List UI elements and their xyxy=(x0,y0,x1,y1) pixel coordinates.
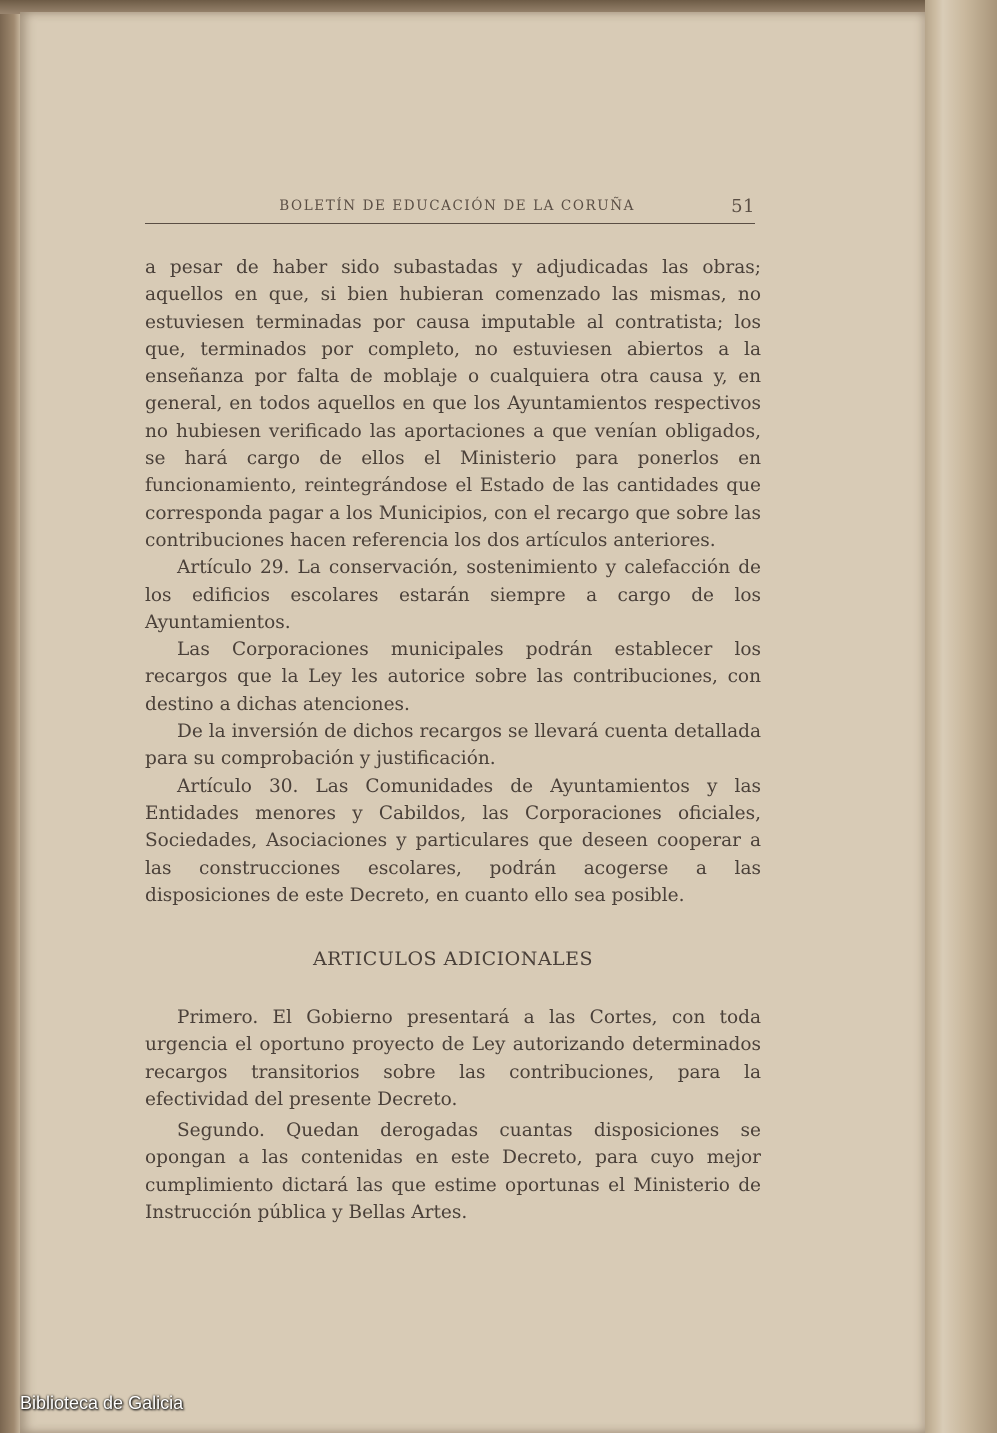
paragraph: Las Corporaciones municipales podrán establecer los recargos que la Ley les autorice sobre las contribuciones, con destino a dichas atenciones. xyxy=(145,639,761,715)
page-number: 51 xyxy=(731,196,755,217)
paragraph: Primero. El Gobierno presentará a las Cortes, con toda urgencia el oportuno proyecto de Ley autorizando determinados recargos transitorios sobre las contribuciones, para la efectividad del presente Decreto. xyxy=(145,1007,761,1110)
paragraph: Segundo. Quedan derogadas cuantas disposiciones se opongan a las contenidas en este Decreto, para cuyo mejor cumplimiento dictará las que estime oportunas el Ministerio de Instrucción pública y Bellas Artes. xyxy=(145,1120,761,1224)
additional-articles-text xyxy=(145,1004,761,1226)
library-watermark: Biblioteca de Galicia xyxy=(20,1393,184,1413)
page-stack-edge xyxy=(925,0,997,1433)
body-text xyxy=(145,254,761,909)
paragraph: Artículo 29. La conservación, sostenimiento y calefacción de los edificios escolares estarán siempre a cargo de los Ayuntamientos. xyxy=(145,557,761,633)
paragraph: De la inversión de dichos recargos se llevará cuenta detallada para su comprobación y justificación. xyxy=(145,721,761,770)
paragraph: a pesar de haber sido subastadas y adjudicadas las obras; aquellos en que, si bien hubieran comenzado las mismas, no estuviesen terminadas por causa imputable al contratista; los que, terminados por completo, no estuviesen abiertos a la enseñanza por falta de moblaje o cualquiera otra causa y, en general, en todos aquellos en que los Ayuntamientos respectivos no hubiesen verificado las aportaciones a que venían obligados, se hará cargo de ellos el Ministerio para ponerlos en funcionamiento, reintegrándose el Estado de las cantidades que corresponda pagar a los Municipios, con el recargo que sobre las contribuciones hacen referencia los dos artículos anteriores. xyxy=(145,257,761,551)
paragraph: Artículo 30. Las Comunidades de Ayuntamientos y las Entidades menores y Cabildos, las Corporaciones oficiales, Sociedades, Asociaciones y particulares que deseen cooperar a las construcciones escolares, podrán acogerse a las disposiciones de este Decreto, en cuanto ello sea posible. xyxy=(145,775,761,906)
running-header xyxy=(145,196,755,222)
header-rule xyxy=(145,223,755,224)
running-title: BOLETÍN DE EDUCACIÓN DE LA CORUÑA xyxy=(279,198,635,214)
section-heading: ARTICULOS ADICIONALES xyxy=(312,948,594,970)
